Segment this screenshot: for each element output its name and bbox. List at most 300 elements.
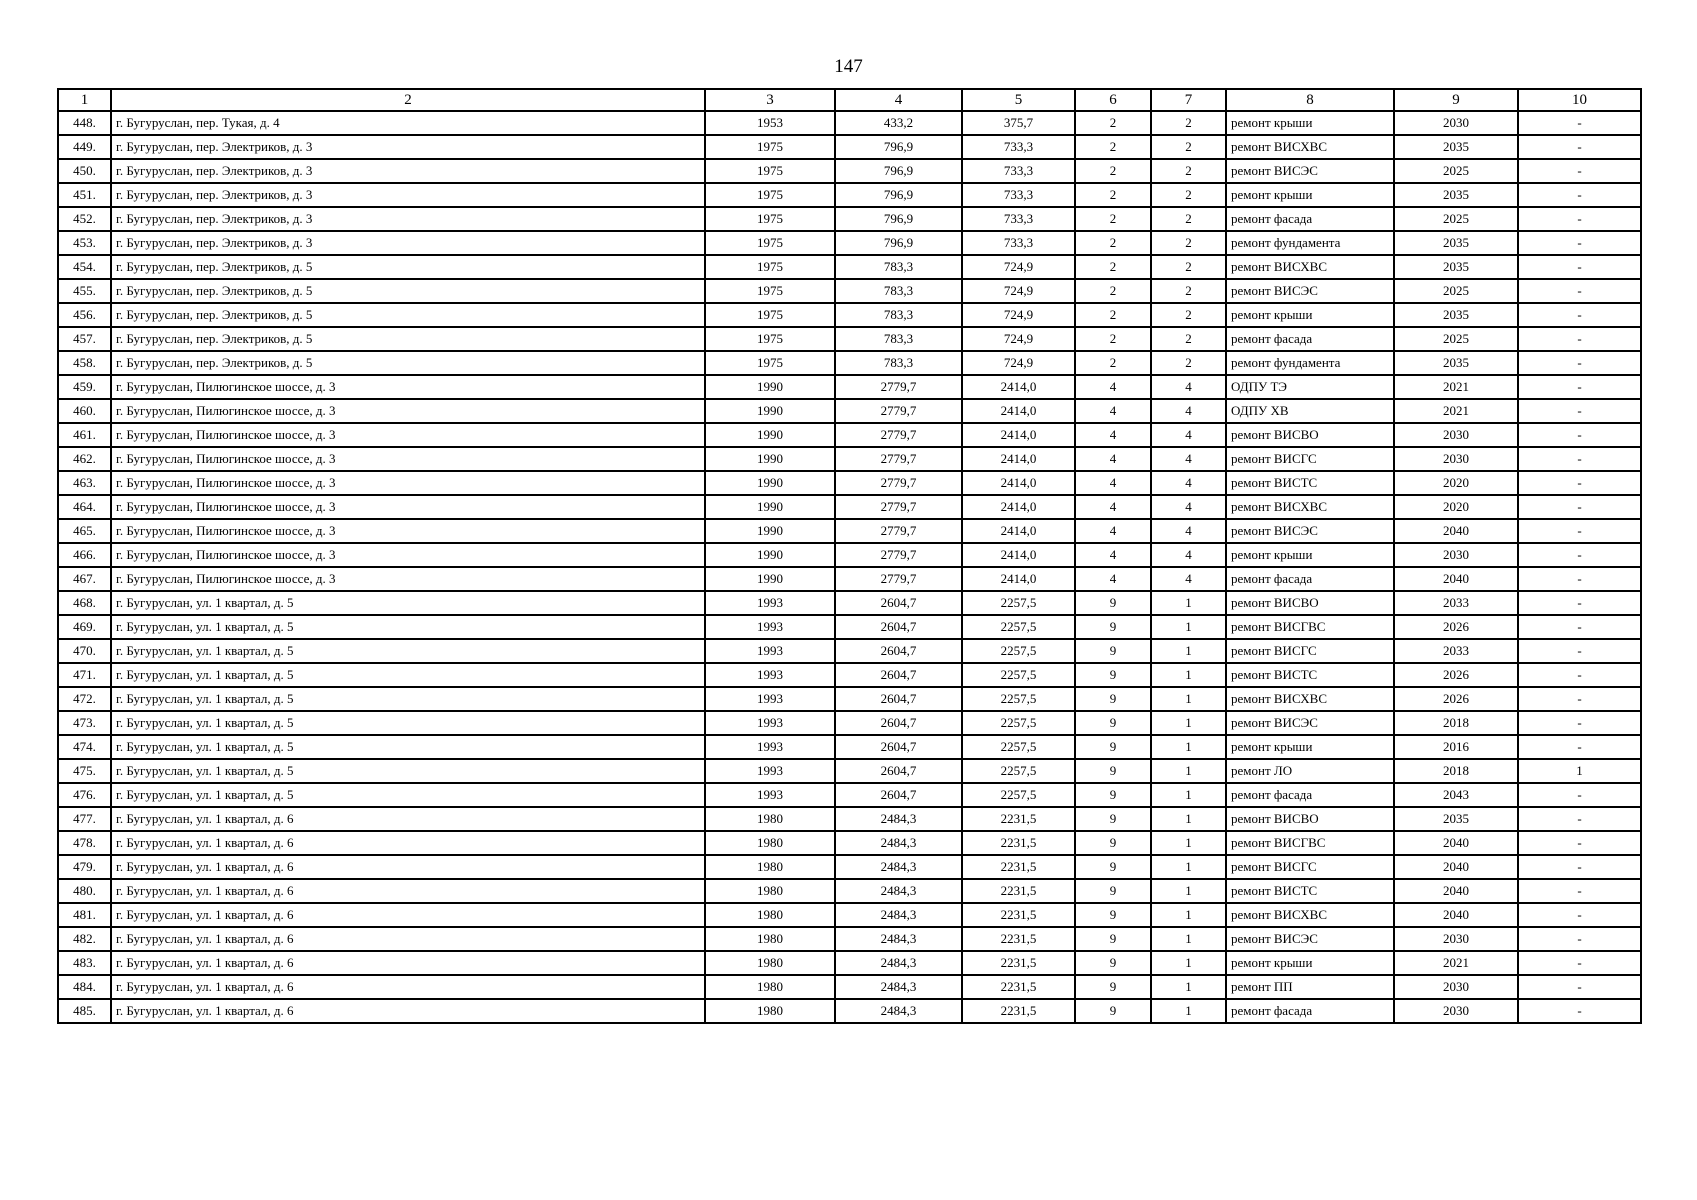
cell-address: г. Бугуруслан, ул. 1 квартал, д. 6: [111, 855, 705, 879]
cell-note: -: [1518, 183, 1641, 207]
table-row: [58, 615, 1641, 639]
cell-address: г. Бугуруслан, ул. 1 квартал, д. 6: [111, 927, 705, 951]
cell-note: -: [1518, 879, 1641, 903]
cell-address: г. Бугуруслан, ул. 1 квартал, д. 6: [111, 903, 705, 927]
cell-year-built: 1993: [705, 639, 835, 663]
cell-year-built: 1990: [705, 495, 835, 519]
cell-total-area: 796,9: [835, 135, 962, 159]
cell-address: г. Бугуруслан, пер. Электриков, д. 5: [111, 327, 705, 351]
cell-planned-year: 2020: [1394, 471, 1518, 495]
cell-living-area: 724,9: [962, 327, 1075, 351]
table-row: [58, 663, 1641, 687]
cell-work-type: ремонт фундамента: [1226, 231, 1394, 255]
cell-floors: 2: [1075, 159, 1151, 183]
cell-living-area: 2257,5: [962, 735, 1075, 759]
cell-floors: 2: [1075, 303, 1151, 327]
cell-entrances: 1: [1151, 615, 1226, 639]
table-row: [58, 135, 1641, 159]
cell-planned-year: 2025: [1394, 327, 1518, 351]
cell-note: -: [1518, 711, 1641, 735]
cell-living-area: 2257,5: [962, 615, 1075, 639]
cell-entrances: 2: [1151, 279, 1226, 303]
cell-row-number: 479.: [58, 855, 111, 879]
cell-total-area: 2604,7: [835, 783, 962, 807]
cell-total-area: 796,9: [835, 159, 962, 183]
cell-year-built: 1975: [705, 183, 835, 207]
cell-work-type: ремонт ВИСЭС: [1226, 159, 1394, 183]
cell-entrances: 1: [1151, 831, 1226, 855]
cell-total-area: 2484,3: [835, 831, 962, 855]
cell-floors: 9: [1075, 975, 1151, 999]
cell-total-area: 2604,7: [835, 711, 962, 735]
cell-year-built: 1993: [705, 759, 835, 783]
column-header-8: 8: [1226, 89, 1394, 111]
cell-note: -: [1518, 903, 1641, 927]
table-row: [58, 591, 1641, 615]
cell-note: -: [1518, 615, 1641, 639]
cell-year-built: 1975: [705, 303, 835, 327]
cell-total-area: 2604,7: [835, 759, 962, 783]
cell-living-area: 2414,0: [962, 423, 1075, 447]
cell-row-number: 466.: [58, 543, 111, 567]
cell-floors: 4: [1075, 543, 1151, 567]
cell-planned-year: 2040: [1394, 567, 1518, 591]
cell-total-area: 2484,3: [835, 927, 962, 951]
cell-address: г. Бугуруслан, пер. Электриков, д. 5: [111, 279, 705, 303]
cell-row-number: 463.: [58, 471, 111, 495]
table-row: [58, 447, 1641, 471]
cell-planned-year: 2025: [1394, 279, 1518, 303]
cell-note: -: [1518, 927, 1641, 951]
cell-living-area: 2231,5: [962, 879, 1075, 903]
cell-work-type: ремонт ВИСХВС: [1226, 687, 1394, 711]
cell-floors: 2: [1075, 183, 1151, 207]
cell-total-area: 433,2: [835, 111, 962, 135]
cell-floors: 9: [1075, 711, 1151, 735]
cell-planned-year: 2040: [1394, 519, 1518, 543]
cell-year-built: 1993: [705, 663, 835, 687]
cell-living-area: 724,9: [962, 255, 1075, 279]
cell-total-area: 2484,3: [835, 975, 962, 999]
cell-entrances: 4: [1151, 399, 1226, 423]
cell-year-built: 1990: [705, 471, 835, 495]
cell-row-number: 483.: [58, 951, 111, 975]
cell-note: -: [1518, 135, 1641, 159]
cell-living-area: 2257,5: [962, 687, 1075, 711]
cell-planned-year: 2030: [1394, 111, 1518, 135]
cell-work-type: ОДПУ ХВ: [1226, 399, 1394, 423]
cell-row-number: 458.: [58, 351, 111, 375]
cell-living-area: 2231,5: [962, 975, 1075, 999]
cell-living-area: 733,3: [962, 207, 1075, 231]
cell-entrances: 4: [1151, 567, 1226, 591]
cell-total-area: 2604,7: [835, 687, 962, 711]
cell-work-type: ремонт ВИСГС: [1226, 639, 1394, 663]
table-row: [58, 711, 1641, 735]
cell-address: г. Бугуруслан, Пилюгинское шоссе, д. 3: [111, 567, 705, 591]
cell-work-type: ремонт фасада: [1226, 567, 1394, 591]
cell-entrances: 1: [1151, 879, 1226, 903]
cell-total-area: 783,3: [835, 255, 962, 279]
cell-work-type: ремонт фасада: [1226, 207, 1394, 231]
cell-floors: 2: [1075, 351, 1151, 375]
cell-floors: 9: [1075, 615, 1151, 639]
cell-row-number: 475.: [58, 759, 111, 783]
cell-entrances: 2: [1151, 327, 1226, 351]
cell-entrances: 1: [1151, 903, 1226, 927]
cell-planned-year: 2040: [1394, 831, 1518, 855]
cell-year-built: 1975: [705, 279, 835, 303]
cell-row-number: 472.: [58, 687, 111, 711]
cell-year-built: 1975: [705, 351, 835, 375]
table-row: [58, 735, 1641, 759]
cell-row-number: 474.: [58, 735, 111, 759]
cell-entrances: 1: [1151, 663, 1226, 687]
cell-living-area: 2231,5: [962, 855, 1075, 879]
cell-row-number: 464.: [58, 495, 111, 519]
column-header-9: 9: [1394, 89, 1518, 111]
cell-living-area: 724,9: [962, 279, 1075, 303]
cell-entrances: 4: [1151, 423, 1226, 447]
cell-floors: 2: [1075, 231, 1151, 255]
cell-year-built: 1990: [705, 375, 835, 399]
cell-work-type: ремонт ВИСГС: [1226, 855, 1394, 879]
cell-address: г. Бугуруслан, ул. 1 квартал, д. 5: [111, 783, 705, 807]
cell-floors: 9: [1075, 855, 1151, 879]
cell-planned-year: 2035: [1394, 135, 1518, 159]
cell-total-area: 2484,3: [835, 879, 962, 903]
cell-floors: 9: [1075, 927, 1151, 951]
cell-work-type: ОДПУ ТЭ: [1226, 375, 1394, 399]
cell-total-area: 2779,7: [835, 567, 962, 591]
cell-planned-year: 2018: [1394, 759, 1518, 783]
cell-floors: 2: [1075, 111, 1151, 135]
table-row: [58, 207, 1641, 231]
cell-planned-year: 2026: [1394, 663, 1518, 687]
table-row: [58, 519, 1641, 543]
cell-planned-year: 2025: [1394, 159, 1518, 183]
page-number: 147: [834, 56, 863, 77]
cell-living-area: 2257,5: [962, 639, 1075, 663]
cell-planned-year: 2040: [1394, 879, 1518, 903]
cell-work-type: ремонт фасада: [1226, 783, 1394, 807]
cell-total-area: 796,9: [835, 183, 962, 207]
cell-total-area: 783,3: [835, 351, 962, 375]
cell-total-area: 783,3: [835, 303, 962, 327]
cell-planned-year: 2030: [1394, 999, 1518, 1023]
cell-floors: 4: [1075, 519, 1151, 543]
cell-address: г. Бугуруслан, пер. Электриков, д. 3: [111, 207, 705, 231]
cell-entrances: 4: [1151, 543, 1226, 567]
cell-living-area: 733,3: [962, 135, 1075, 159]
cell-address: г. Бугуруслан, Пилюгинское шоссе, д. 3: [111, 399, 705, 423]
table-row: [58, 639, 1641, 663]
cell-living-area: 2414,0: [962, 519, 1075, 543]
cell-row-number: 481.: [58, 903, 111, 927]
column-header-5: 5: [962, 89, 1075, 111]
cell-floors: 9: [1075, 807, 1151, 831]
cell-note: -: [1518, 351, 1641, 375]
table-row: [58, 255, 1641, 279]
cell-entrances: 1: [1151, 783, 1226, 807]
cell-living-area: 2231,5: [962, 951, 1075, 975]
cell-entrances: 2: [1151, 183, 1226, 207]
table-row: [58, 351, 1641, 375]
cell-row-number: 484.: [58, 975, 111, 999]
cell-year-built: 1980: [705, 879, 835, 903]
cell-total-area: 2604,7: [835, 591, 962, 615]
cell-total-area: 796,9: [835, 231, 962, 255]
cell-year-built: 1975: [705, 327, 835, 351]
cell-planned-year: 2033: [1394, 639, 1518, 663]
cell-living-area: 2257,5: [962, 591, 1075, 615]
cell-living-area: 2231,5: [962, 831, 1075, 855]
cell-note: -: [1518, 807, 1641, 831]
cell-total-area: 2484,3: [835, 807, 962, 831]
cell-living-area: 2231,5: [962, 927, 1075, 951]
cell-work-type: ремонт ВИСЭС: [1226, 711, 1394, 735]
cell-work-type: ремонт ВИСВО: [1226, 807, 1394, 831]
table-row: [58, 471, 1641, 495]
cell-entrances: 2: [1151, 207, 1226, 231]
cell-note: 1: [1518, 759, 1641, 783]
table-row: [58, 759, 1641, 783]
cell-row-number: 459.: [58, 375, 111, 399]
cell-floors: 9: [1075, 759, 1151, 783]
cell-planned-year: 2035: [1394, 183, 1518, 207]
cell-floors: 2: [1075, 255, 1151, 279]
table-row: [58, 831, 1641, 855]
cell-address: г. Бугуруслан, ул. 1 квартал, д. 5: [111, 735, 705, 759]
cell-year-built: 1975: [705, 255, 835, 279]
cell-floors: 9: [1075, 879, 1151, 903]
cell-address: г. Бугуруслан, пер. Электриков, д. 3: [111, 159, 705, 183]
cell-planned-year: 2021: [1394, 375, 1518, 399]
cell-total-area: 2779,7: [835, 375, 962, 399]
cell-year-built: 1993: [705, 591, 835, 615]
cell-entrances: 1: [1151, 951, 1226, 975]
cell-work-type: ремонт ПП: [1226, 975, 1394, 999]
cell-year-built: 1980: [705, 831, 835, 855]
cell-row-number: 485.: [58, 999, 111, 1023]
cell-year-built: 1993: [705, 783, 835, 807]
cell-work-type: ремонт крыши: [1226, 735, 1394, 759]
cell-total-area: 2779,7: [835, 543, 962, 567]
cell-year-built: 1990: [705, 399, 835, 423]
cell-note: -: [1518, 735, 1641, 759]
cell-address: г. Бугуруслан, пер. Электриков, д. 5: [111, 255, 705, 279]
cell-row-number: 477.: [58, 807, 111, 831]
cell-year-built: 1980: [705, 903, 835, 927]
cell-row-number: 454.: [58, 255, 111, 279]
column-header-7: 7: [1151, 89, 1226, 111]
cell-address: г. Бугуруслан, ул. 1 квартал, д. 6: [111, 975, 705, 999]
table-row: [58, 423, 1641, 447]
cell-address: г. Бугуруслан, пер. Электриков, д. 3: [111, 183, 705, 207]
cell-year-built: 1953: [705, 111, 835, 135]
cell-floors: 9: [1075, 831, 1151, 855]
cell-entrances: 2: [1151, 351, 1226, 375]
cell-year-built: 1975: [705, 207, 835, 231]
cell-address: г. Бугуруслан, ул. 1 квартал, д. 6: [111, 831, 705, 855]
cell-work-type: ремонт ВИСХВС: [1226, 903, 1394, 927]
cell-row-number: 480.: [58, 879, 111, 903]
cell-floors: 9: [1075, 735, 1151, 759]
cell-entrances: 4: [1151, 471, 1226, 495]
cell-note: -: [1518, 423, 1641, 447]
cell-row-number: 460.: [58, 399, 111, 423]
cell-note: -: [1518, 999, 1641, 1023]
cell-year-built: 1980: [705, 855, 835, 879]
table-row: [58, 687, 1641, 711]
cell-entrances: 1: [1151, 711, 1226, 735]
column-header-1: 1: [58, 89, 111, 111]
table-row: [58, 927, 1641, 951]
cell-year-built: 1990: [705, 567, 835, 591]
cell-address: г. Бугуруслан, ул. 1 квартал, д. 6: [111, 807, 705, 831]
cell-address: г. Бугуруслан, Пилюгинское шоссе, д. 3: [111, 423, 705, 447]
cell-floors: 9: [1075, 783, 1151, 807]
cell-note: -: [1518, 375, 1641, 399]
cell-work-type: ремонт фундамента: [1226, 351, 1394, 375]
cell-entrances: 2: [1151, 111, 1226, 135]
cell-note: -: [1518, 327, 1641, 351]
cell-address: г. Бугуруслан, ул. 1 квартал, д. 6: [111, 999, 705, 1023]
cell-entrances: 2: [1151, 135, 1226, 159]
table-row: [58, 903, 1641, 927]
cell-address: г. Бугуруслан, пер. Электриков, д. 3: [111, 231, 705, 255]
cell-planned-year: 2040: [1394, 903, 1518, 927]
cell-address: г. Бугуруслан, Пилюгинское шоссе, д. 3: [111, 543, 705, 567]
cell-planned-year: 2043: [1394, 783, 1518, 807]
cell-entrances: 2: [1151, 159, 1226, 183]
cell-work-type: ремонт ВИСВО: [1226, 423, 1394, 447]
cell-note: -: [1518, 255, 1641, 279]
cell-year-built: 1980: [705, 975, 835, 999]
table-row: [58, 975, 1641, 999]
cell-row-number: 469.: [58, 615, 111, 639]
cell-work-type: ремонт крыши: [1226, 303, 1394, 327]
cell-row-number: 468.: [58, 591, 111, 615]
cell-floors: 4: [1075, 471, 1151, 495]
cell-entrances: 1: [1151, 735, 1226, 759]
cell-living-area: 724,9: [962, 303, 1075, 327]
cell-total-area: 2779,7: [835, 399, 962, 423]
cell-living-area: 2414,0: [962, 399, 1075, 423]
cell-work-type: ремонт ВИСХВС: [1226, 255, 1394, 279]
cell-note: -: [1518, 831, 1641, 855]
cell-note: -: [1518, 111, 1641, 135]
cell-floors: 9: [1075, 639, 1151, 663]
cell-work-type: ремонт ВИСВО: [1226, 591, 1394, 615]
cell-planned-year: 2035: [1394, 231, 1518, 255]
cell-floors: 4: [1075, 399, 1151, 423]
cell-planned-year: 2035: [1394, 255, 1518, 279]
cell-planned-year: 2020: [1394, 495, 1518, 519]
cell-living-area: 2257,5: [962, 711, 1075, 735]
cell-entrances: 1: [1151, 999, 1226, 1023]
cell-total-area: 2484,3: [835, 903, 962, 927]
cell-address: г. Бугуруслан, ул. 1 квартал, д. 5: [111, 687, 705, 711]
cell-floors: 4: [1075, 495, 1151, 519]
cell-planned-year: 2025: [1394, 207, 1518, 231]
column-header-4: 4: [835, 89, 962, 111]
cell-living-area: 2414,0: [962, 495, 1075, 519]
cell-address: г. Бугуруслан, ул. 1 квартал, д. 5: [111, 663, 705, 687]
table-row: [58, 399, 1641, 423]
cell-row-number: 476.: [58, 783, 111, 807]
cell-work-type: ремонт крыши: [1226, 543, 1394, 567]
cell-work-type: ремонт крыши: [1226, 111, 1394, 135]
cell-entrances: 4: [1151, 519, 1226, 543]
cell-entrances: 4: [1151, 375, 1226, 399]
cell-note: -: [1518, 207, 1641, 231]
cell-floors: 9: [1075, 591, 1151, 615]
cell-year-built: 1975: [705, 135, 835, 159]
cell-work-type: ремонт ВИСГВС: [1226, 615, 1394, 639]
cell-entrances: 1: [1151, 687, 1226, 711]
cell-total-area: 783,3: [835, 327, 962, 351]
cell-entrances: 1: [1151, 759, 1226, 783]
table-row: [58, 999, 1641, 1023]
cell-total-area: 2779,7: [835, 447, 962, 471]
cell-row-number: 461.: [58, 423, 111, 447]
cell-living-area: 2257,5: [962, 783, 1075, 807]
cell-row-number: 453.: [58, 231, 111, 255]
cell-planned-year: 2026: [1394, 687, 1518, 711]
cell-floors: 4: [1075, 423, 1151, 447]
cell-entrances: 1: [1151, 807, 1226, 831]
table-row: [58, 567, 1641, 591]
cell-total-area: 2779,7: [835, 519, 962, 543]
cell-row-number: 467.: [58, 567, 111, 591]
table-row: [58, 495, 1641, 519]
cell-row-number: 448.: [58, 111, 111, 135]
cell-note: -: [1518, 783, 1641, 807]
cell-row-number: 470.: [58, 639, 111, 663]
table-row: [58, 543, 1641, 567]
cell-work-type: ремонт ВИСХВС: [1226, 135, 1394, 159]
cell-living-area: 733,3: [962, 231, 1075, 255]
cell-total-area: 2604,7: [835, 615, 962, 639]
cell-floors: 2: [1075, 135, 1151, 159]
cell-address: г. Бугуруслан, ул. 1 квартал, д. 5: [111, 591, 705, 615]
cell-note: -: [1518, 231, 1641, 255]
cell-note: -: [1518, 495, 1641, 519]
cell-planned-year: 2030: [1394, 423, 1518, 447]
cell-living-area: 2414,0: [962, 375, 1075, 399]
cell-work-type: ремонт фасада: [1226, 999, 1394, 1023]
cell-row-number: 450.: [58, 159, 111, 183]
cell-row-number: 465.: [58, 519, 111, 543]
cell-entrances: 1: [1151, 927, 1226, 951]
table-row: [58, 783, 1641, 807]
cell-row-number: 482.: [58, 927, 111, 951]
cell-entrances: 2: [1151, 303, 1226, 327]
cell-note: -: [1518, 303, 1641, 327]
cell-year-built: 1990: [705, 447, 835, 471]
cell-living-area: 2231,5: [962, 999, 1075, 1023]
cell-entrances: 1: [1151, 855, 1226, 879]
cell-year-built: 1980: [705, 951, 835, 975]
cell-total-area: 2779,7: [835, 423, 962, 447]
cell-total-area: 2484,3: [835, 951, 962, 975]
cell-living-area: 2414,0: [962, 567, 1075, 591]
cell-address: г. Бугуруслан, ул. 1 квартал, д. 5: [111, 711, 705, 735]
cell-living-area: 375,7: [962, 111, 1075, 135]
cell-note: -: [1518, 975, 1641, 999]
cell-row-number: 473.: [58, 711, 111, 735]
